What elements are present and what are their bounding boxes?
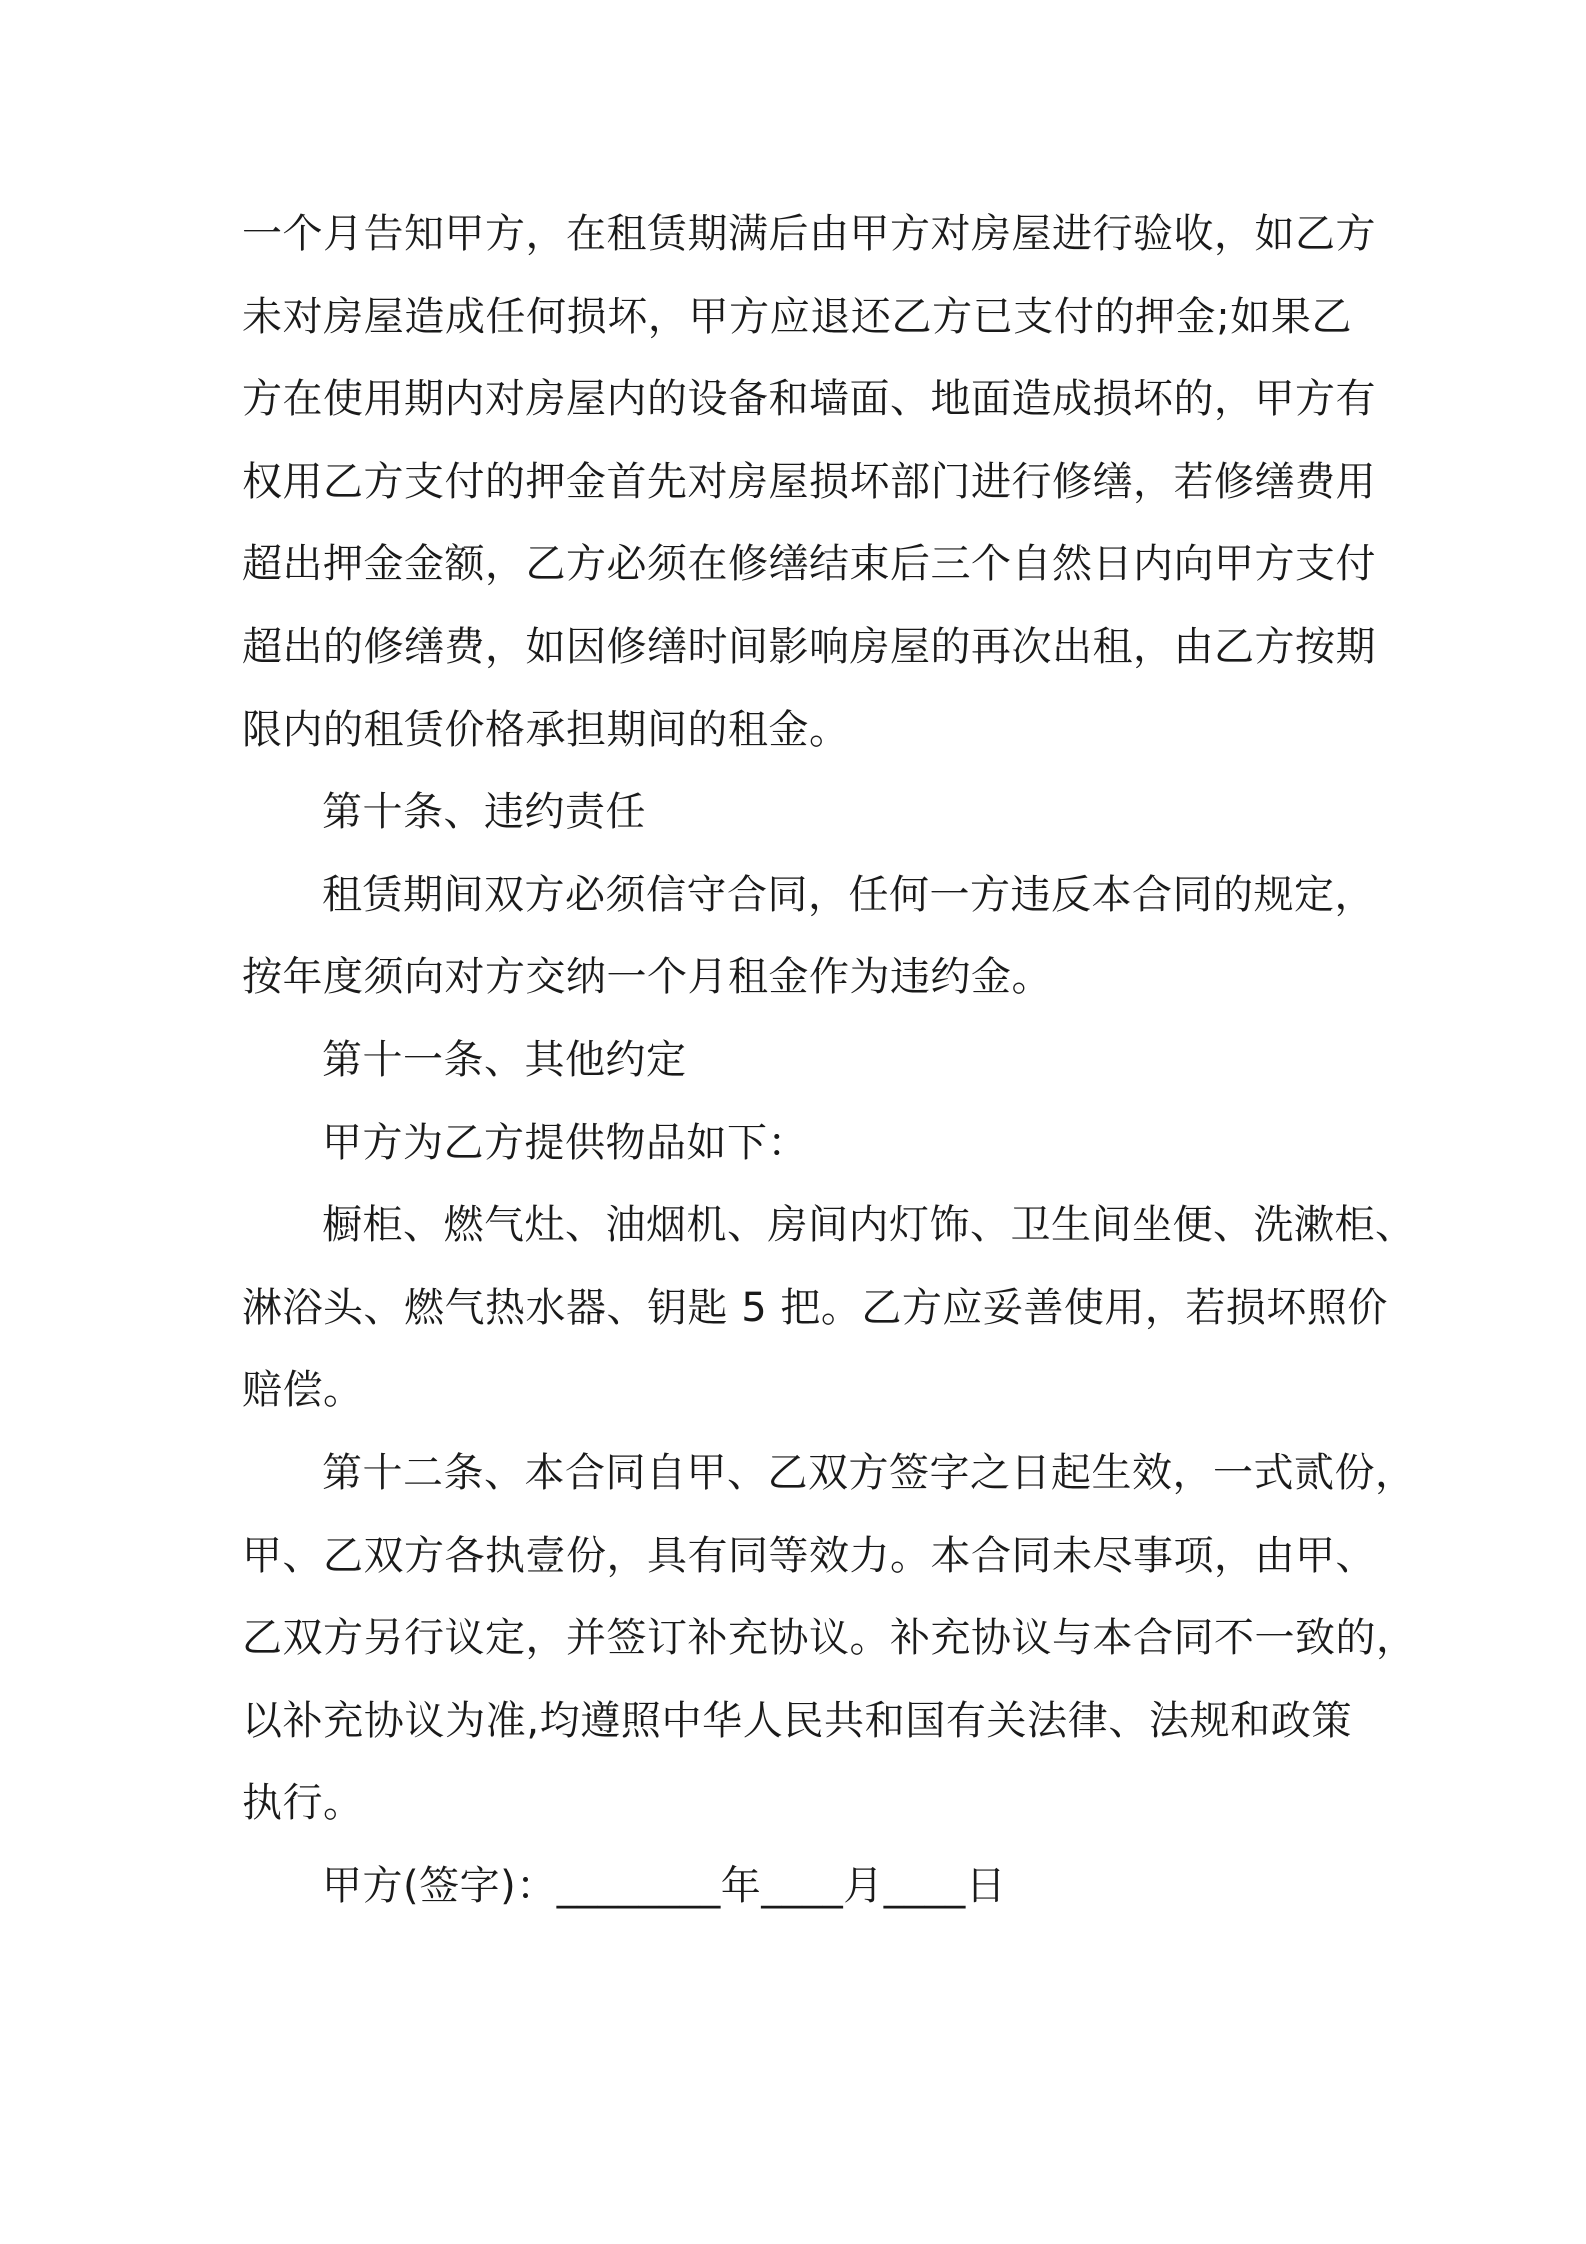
paragraph-line: 淋浴头、燃气热水器、钥匙 5 把。乙方应妥善使用，若损坏照价 (242, 1284, 1388, 1331)
paragraph-line: 一个月告知甲方，在租赁期满后由甲方对房屋进行验收，如乙方 (242, 211, 1376, 257)
paragraph-line: 甲、乙双方各执壹份，具有同等效力。本合同未尽事项，由甲、 (242, 1532, 1376, 1579)
paragraph-line: 赔偿。 (242, 1367, 364, 1414)
paragraph-line: 权用乙方支付的押金首先对房屋损坏部门进行修缮，若修缮费用 (242, 458, 1376, 505)
paragraph-line: 租赁期间双方必须信守合同，任何一方违反本合同的规定， (322, 871, 1375, 918)
paragraph-line: 橱柜、燃气灶、油烟机、房间内灯饰、卫生间坐便、洗漱柜、 (322, 1202, 1416, 1249)
paragraph-line: 超出押金金额，乙方必须在修缮结束后三个自然日内向甲方支付 (242, 541, 1376, 588)
paragraph-line: 未对房屋造成任何损坏，甲方应退还乙方已支付的押金;如果乙 (242, 293, 1352, 340)
section-heading: 第十条、违约责任 (322, 789, 646, 836)
paragraph-line: 甲方为乙方提供物品如下： (322, 1119, 808, 1166)
section-heading: 第十一条、其他约定 (322, 1036, 687, 1083)
paragraph-line: 乙双方另行议定，并签订补充协议。补充协议与本合同不一致的， (242, 1615, 1417, 1662)
paragraph-line: 超出的修缮费，如因修缮时间影响房屋的再次出租，由乙方按期 (242, 623, 1376, 670)
signature-line: 甲方(签字)：________年____月____日 (322, 1862, 1007, 1909)
paragraph-line: 方在使用期内对房屋内的设备和墙面、地面造成损坏的，甲方有 (242, 376, 1376, 423)
paragraph-line: 以补充协议为准,均遵照中华人民共和国有关法律、法规和政策 (242, 1697, 1352, 1744)
contract-body (242, 193, 1417, 1927)
paragraph-line: 按年度须向对方交纳一个月租金作为违约金。 (242, 954, 1052, 1001)
paragraph-line: 限内的租赁价格承担期间的租金。 (242, 706, 850, 753)
paragraph-line: 执行。 (242, 1780, 364, 1827)
paragraph-line: 第十二条、本合同自甲、乙双方签字之日起生效，一式贰份， (322, 1449, 1416, 1496)
